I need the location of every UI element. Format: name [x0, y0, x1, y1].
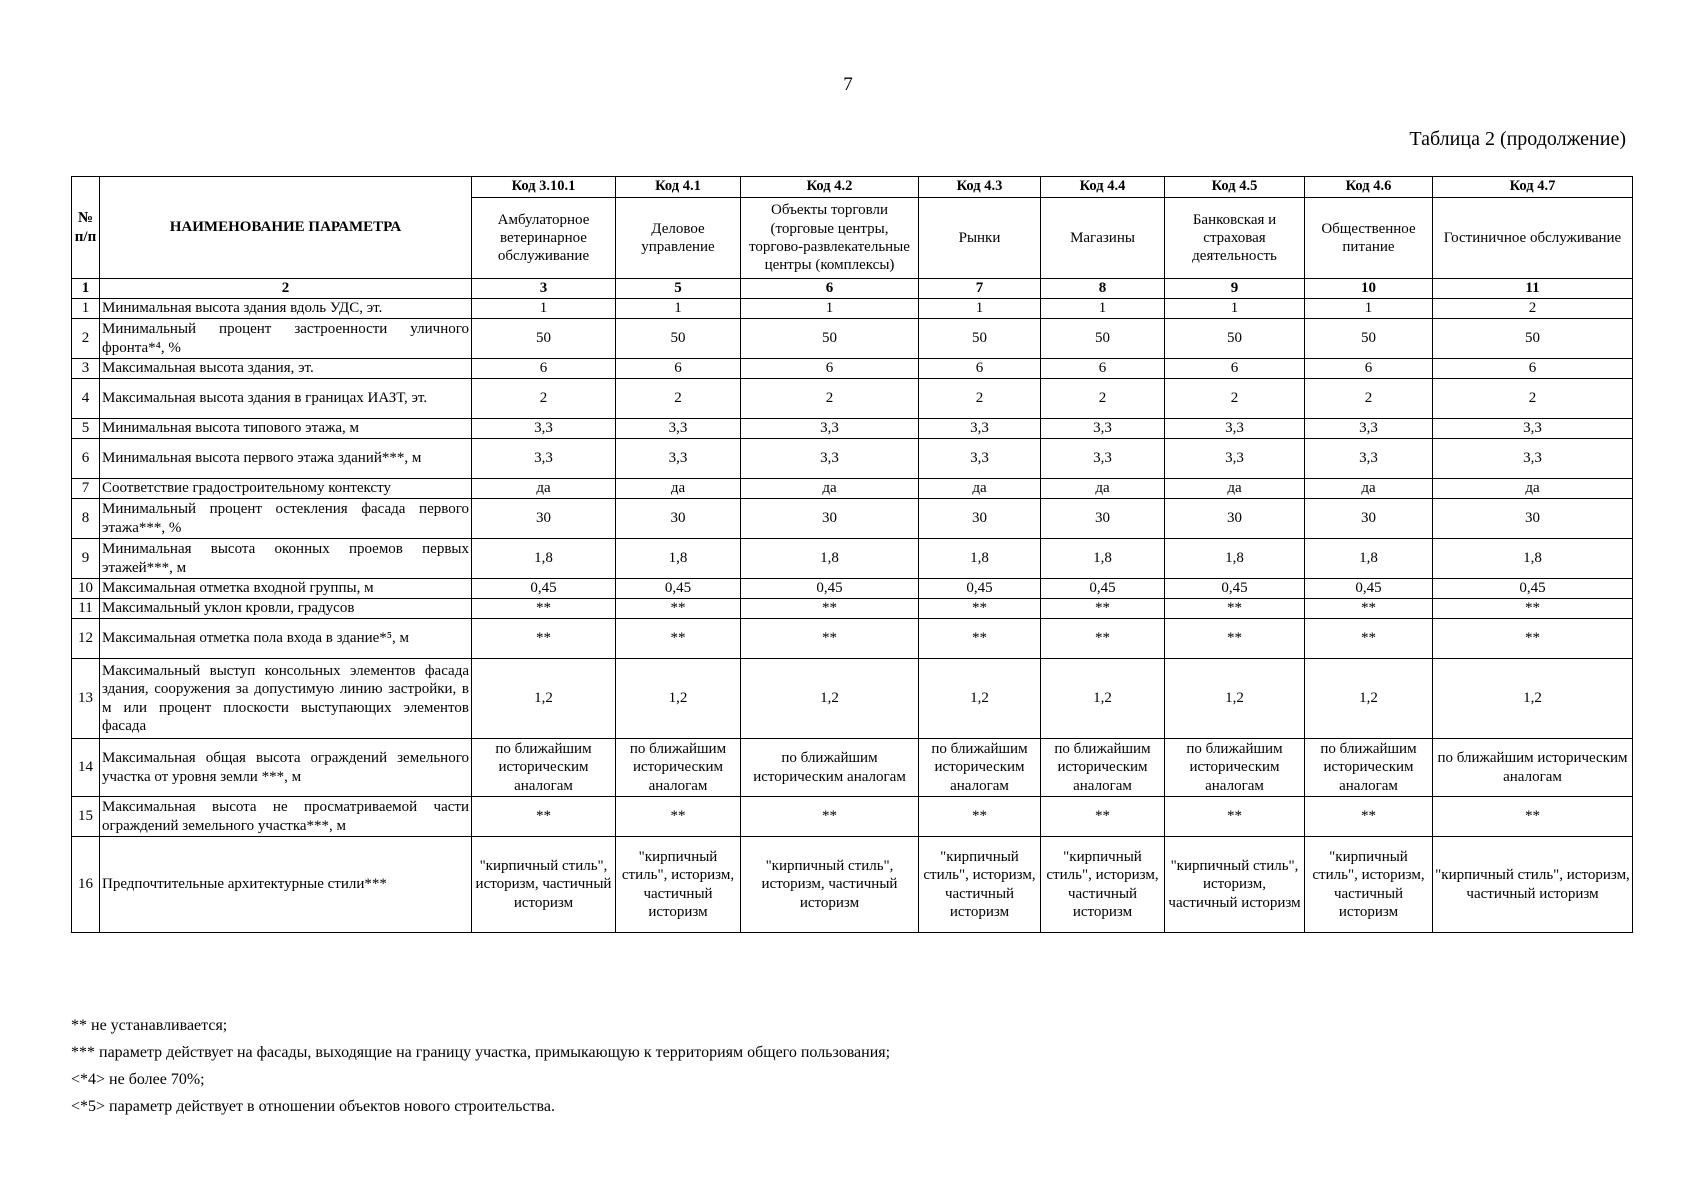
value-cell: да — [919, 479, 1041, 499]
parameter-name: Минимальная высота здания вдоль УДС, эт. — [100, 299, 472, 319]
value-cell: 6 — [616, 359, 741, 379]
table-row — [72, 299, 1633, 319]
parameter-name: Минимальная высота типового этажа, м — [100, 419, 472, 439]
parameter-name: Максимальная высота не просматриваемой части ограждений земельного участка***, м — [100, 797, 472, 837]
table-row — [72, 499, 1633, 539]
value-cell: 2 — [1305, 379, 1433, 419]
row-number: 11 — [72, 599, 100, 619]
column-number: 10 — [1305, 279, 1433, 299]
row-number: 6 — [72, 439, 100, 479]
row-number: 14 — [72, 739, 100, 797]
value-cell: 30 — [919, 499, 1041, 539]
column-number: 2 — [100, 279, 472, 299]
value-cell: 50 — [1165, 319, 1305, 359]
value-cell: ** — [1165, 797, 1305, 837]
value-cell: ** — [741, 797, 919, 837]
value-cell: 6 — [1305, 359, 1433, 379]
value-cell: 6 — [1165, 359, 1305, 379]
value-cell: по ближайшим историческим аналогам — [1041, 739, 1165, 797]
header-number: № п/п — [72, 177, 100, 279]
value-cell: 1,2 — [472, 659, 616, 739]
header-use-name: Деловое управление — [616, 198, 741, 279]
value-cell: ** — [616, 599, 741, 619]
value-cell: да — [1433, 479, 1633, 499]
table-row — [72, 359, 1633, 379]
value-cell: 30 — [741, 499, 919, 539]
value-cell: ** — [616, 619, 741, 659]
value-cell: 6 — [741, 359, 919, 379]
table-caption: Таблица 2 (продолжение) — [1409, 128, 1626, 150]
table-row — [72, 579, 1633, 599]
value-cell: 3,3 — [919, 419, 1041, 439]
value-cell: 1,2 — [1165, 659, 1305, 739]
value-cell: по ближайшим историческим аналогам — [919, 739, 1041, 797]
value-cell: ** — [1433, 599, 1633, 619]
value-cell: 1,8 — [1433, 539, 1633, 579]
value-cell: ** — [1041, 797, 1165, 837]
column-number: 1 — [72, 279, 100, 299]
value-cell: 30 — [1433, 499, 1633, 539]
value-cell: ** — [472, 599, 616, 619]
value-cell: по ближайшим историческим аналогам — [1165, 739, 1305, 797]
value-cell: 1,2 — [741, 659, 919, 739]
row-number: 15 — [72, 797, 100, 837]
value-cell: "кирпичный стиль", историзм, частичный историзм — [1433, 837, 1633, 933]
footnote: <*5> параметр действует в отношении объектов нового строительства. — [71, 1098, 555, 1115]
value-cell: ** — [1041, 599, 1165, 619]
parameter-name: Минимальный процент остекления фасада первого этажа***, % — [100, 499, 472, 539]
header-code: Код 4.5 — [1165, 177, 1305, 198]
value-cell: 50 — [472, 319, 616, 359]
parameter-name: Минимальная высота оконных проемов первых этажей***, м — [100, 539, 472, 579]
column-number: 7 — [919, 279, 1041, 299]
table-row — [72, 319, 1633, 359]
value-cell: 3,3 — [1041, 439, 1165, 479]
header-code: Код 3.10.1 — [472, 177, 616, 198]
value-cell: 2 — [919, 379, 1041, 419]
table-row — [72, 619, 1633, 659]
table-row — [72, 739, 1633, 797]
header-use-name: Рынки — [919, 198, 1041, 279]
row-number: 1 — [72, 299, 100, 319]
value-cell: 2 — [1041, 379, 1165, 419]
value-cell: 2 — [1165, 379, 1305, 419]
value-cell: 3,3 — [1165, 439, 1305, 479]
value-cell: 1 — [616, 299, 741, 319]
value-cell: "кирпичный стиль", историзм, частичный историзм — [1041, 837, 1165, 933]
value-cell: 1,8 — [1165, 539, 1305, 579]
table-body — [72, 299, 1633, 933]
value-cell: 6 — [1433, 359, 1633, 379]
value-cell: 30 — [1305, 499, 1433, 539]
value-cell: 1,8 — [616, 539, 741, 579]
column-number: 9 — [1165, 279, 1305, 299]
value-cell: ** — [919, 599, 1041, 619]
value-cell: 1,2 — [919, 659, 1041, 739]
value-cell: 1,8 — [472, 539, 616, 579]
value-cell: 3,3 — [1433, 419, 1633, 439]
value-cell: ** — [1165, 619, 1305, 659]
header-code: Код 4.2 — [741, 177, 919, 198]
parameters-table — [71, 176, 1633, 933]
parameter-name: Максимальная высота здания, эт. — [100, 359, 472, 379]
value-cell: 0,45 — [1041, 579, 1165, 599]
value-cell: ** — [1041, 619, 1165, 659]
parameter-name: Максимальная высота здания в границах ИАЗТ, эт. — [100, 379, 472, 419]
parameter-name: Максимальный выступ консольных элементов фасада здания, сооружения за допустимую линию застройки, в м или процент плоскости выступающих элементов фасада — [100, 659, 472, 739]
footnotes — [71, 1012, 890, 1120]
value-cell: по ближайшим историческим аналогам — [616, 739, 741, 797]
parameter-name: Максимальная общая высота ограждений земельного участка от уровня земли ***, м — [100, 739, 472, 797]
header-parameter: НАИМЕНОВАНИЕ ПАРАМЕТРА — [100, 177, 472, 279]
value-cell: 1 — [1041, 299, 1165, 319]
value-cell: 6 — [919, 359, 1041, 379]
value-cell: 3,3 — [741, 439, 919, 479]
value-cell: да — [1165, 479, 1305, 499]
value-cell: 3,3 — [616, 419, 741, 439]
value-cell: ** — [1305, 797, 1433, 837]
row-number: 8 — [72, 499, 100, 539]
value-cell: да — [616, 479, 741, 499]
value-cell: 0,45 — [472, 579, 616, 599]
value-cell: да — [472, 479, 616, 499]
footnote: *** параметр действует на фасады, выходящие на границу участка, примыкающую к территориям общего пользования; — [71, 1044, 891, 1061]
header-code: Код 4.3 — [919, 177, 1041, 198]
value-cell: 3,3 — [1305, 439, 1433, 479]
value-cell: ** — [741, 619, 919, 659]
value-cell: по ближайшим историческим аналогам — [1305, 739, 1433, 797]
value-cell: 2 — [1433, 299, 1633, 319]
value-cell: 1,8 — [919, 539, 1041, 579]
value-cell: 1,8 — [1305, 539, 1433, 579]
value-cell: 3,3 — [472, 439, 616, 479]
value-cell: 1,8 — [1041, 539, 1165, 579]
value-cell: "кирпичный стиль", историзм, частичный историзм — [472, 837, 616, 933]
value-cell: 50 — [616, 319, 741, 359]
table-row — [72, 599, 1633, 619]
header-use-name: Амбулаторное ветеринарное обслуживание — [472, 198, 616, 279]
table-row — [72, 659, 1633, 739]
parameter-name: Максимальная отметка входной группы, м — [100, 579, 472, 599]
value-cell: да — [1041, 479, 1165, 499]
value-cell: ** — [1433, 797, 1633, 837]
value-cell: 3,3 — [616, 439, 741, 479]
value-cell: 50 — [1305, 319, 1433, 359]
value-cell: "кирпичный стиль", историзм, частичный историзм — [919, 837, 1041, 933]
value-cell: 0,45 — [1433, 579, 1633, 599]
value-cell: ** — [472, 619, 616, 659]
footnote: ** не устанавливается; — [71, 1017, 228, 1034]
value-cell: 6 — [472, 359, 616, 379]
value-cell: 1,2 — [1433, 659, 1633, 739]
value-cell: 0,45 — [741, 579, 919, 599]
value-cell: "кирпичный стиль", историзм, частичный историзм — [1305, 837, 1433, 933]
value-cell: 50 — [1041, 319, 1165, 359]
value-cell: 3,3 — [472, 419, 616, 439]
value-cell: ** — [919, 619, 1041, 659]
table-row — [72, 797, 1633, 837]
value-cell: 1 — [472, 299, 616, 319]
table-row — [72, 379, 1633, 419]
value-cell: 1 — [919, 299, 1041, 319]
row-number: 4 — [72, 379, 100, 419]
value-cell: ** — [1305, 619, 1433, 659]
parameter-name: Соответствие градостроительному контексту — [100, 479, 472, 499]
header-use-name: Объекты торговли (торговые центры, торгово-развлекательные центры (комплексы) — [741, 198, 919, 279]
row-number: 2 — [72, 319, 100, 359]
value-cell: 0,45 — [1305, 579, 1433, 599]
header-use-name: Банковская и страховая деятельность — [1165, 198, 1305, 279]
table-row — [72, 419, 1633, 439]
value-cell: 3,3 — [1041, 419, 1165, 439]
header-code: Код 4.4 — [1041, 177, 1165, 198]
value-cell: ** — [1433, 619, 1633, 659]
value-cell: 1 — [1165, 299, 1305, 319]
header-code: Код 4.7 — [1433, 177, 1633, 198]
row-number: 10 — [72, 579, 100, 599]
header-use-name: Гостиничное обслуживание — [1433, 198, 1633, 279]
column-number: 11 — [1433, 279, 1633, 299]
parameter-name: Максимальная отметка пола входа в здание*⁵, м — [100, 619, 472, 659]
value-cell: 3,3 — [919, 439, 1041, 479]
value-cell: ** — [1165, 599, 1305, 619]
value-cell: "кирпичный стиль", историзм, частичный историзм — [616, 837, 741, 933]
value-cell: 30 — [1041, 499, 1165, 539]
value-cell: да — [741, 479, 919, 499]
row-number: 5 — [72, 419, 100, 439]
column-number: 5 — [616, 279, 741, 299]
parameter-name: Предпочтительные архитектурные стили*** — [100, 837, 472, 933]
value-cell: 1 — [1305, 299, 1433, 319]
value-cell: 0,45 — [616, 579, 741, 599]
header-use-name: Общественное питание — [1305, 198, 1433, 279]
value-cell: 30 — [472, 499, 616, 539]
value-cell: 1,2 — [1041, 659, 1165, 739]
value-cell: 0,45 — [1165, 579, 1305, 599]
value-cell: по ближайшим историческим аналогам — [741, 739, 919, 797]
page-number: 7 — [843, 74, 853, 95]
row-number: 3 — [72, 359, 100, 379]
value-cell: по ближайшим историческим аналогам — [472, 739, 616, 797]
row-number: 7 — [72, 479, 100, 499]
value-cell: 6 — [1041, 359, 1165, 379]
value-cell: 30 — [616, 499, 741, 539]
value-cell: 3,3 — [741, 419, 919, 439]
value-cell: ** — [1305, 599, 1433, 619]
table-row — [72, 479, 1633, 499]
table-row — [72, 439, 1633, 479]
parameter-name: Максимальный уклон кровли, градусов — [100, 599, 472, 619]
value-cell: "кирпичный стиль", историзм, частичный историзм — [1165, 837, 1305, 933]
parameter-name: Минимальная высота первого этажа зданий***, м — [100, 439, 472, 479]
value-cell: ** — [616, 797, 741, 837]
value-cell: 2 — [616, 379, 741, 419]
value-cell: да — [1305, 479, 1433, 499]
value-cell: 1,8 — [741, 539, 919, 579]
value-cell: 1,2 — [616, 659, 741, 739]
value-cell: по ближайшим историческим аналогам — [1433, 739, 1633, 797]
value-cell: 3,3 — [1165, 419, 1305, 439]
value-cell: 30 — [1165, 499, 1305, 539]
row-number: 13 — [72, 659, 100, 739]
row-number: 16 — [72, 837, 100, 933]
value-cell: 0,45 — [919, 579, 1041, 599]
value-cell: 50 — [919, 319, 1041, 359]
value-cell: 1,2 — [1305, 659, 1433, 739]
value-cell: 2 — [1433, 379, 1633, 419]
value-cell: 50 — [741, 319, 919, 359]
parameter-name: Минимальный процент застроенности уличного фронта*⁴, % — [100, 319, 472, 359]
row-number: 12 — [72, 619, 100, 659]
header-use-name: Магазины — [1041, 198, 1165, 279]
value-cell: 1 — [741, 299, 919, 319]
row-number: 9 — [72, 539, 100, 579]
table-row — [72, 837, 1633, 933]
value-cell: "кирпичный стиль", историзм, частичный историзм — [741, 837, 919, 933]
value-cell: 3,3 — [1433, 439, 1633, 479]
column-number: 3 — [472, 279, 616, 299]
column-number: 8 — [1041, 279, 1165, 299]
column-number: 6 — [741, 279, 919, 299]
value-cell: 3,3 — [1305, 419, 1433, 439]
table-row — [72, 539, 1633, 579]
value-cell: 2 — [741, 379, 919, 419]
footnote: <*4> не более 70%; — [71, 1071, 205, 1088]
value-cell: 2 — [472, 379, 616, 419]
header-code: Код 4.1 — [616, 177, 741, 198]
value-cell: 50 — [1433, 319, 1633, 359]
value-cell: ** — [741, 599, 919, 619]
header-code: Код 4.6 — [1305, 177, 1433, 198]
value-cell: ** — [919, 797, 1041, 837]
value-cell: ** — [472, 797, 616, 837]
